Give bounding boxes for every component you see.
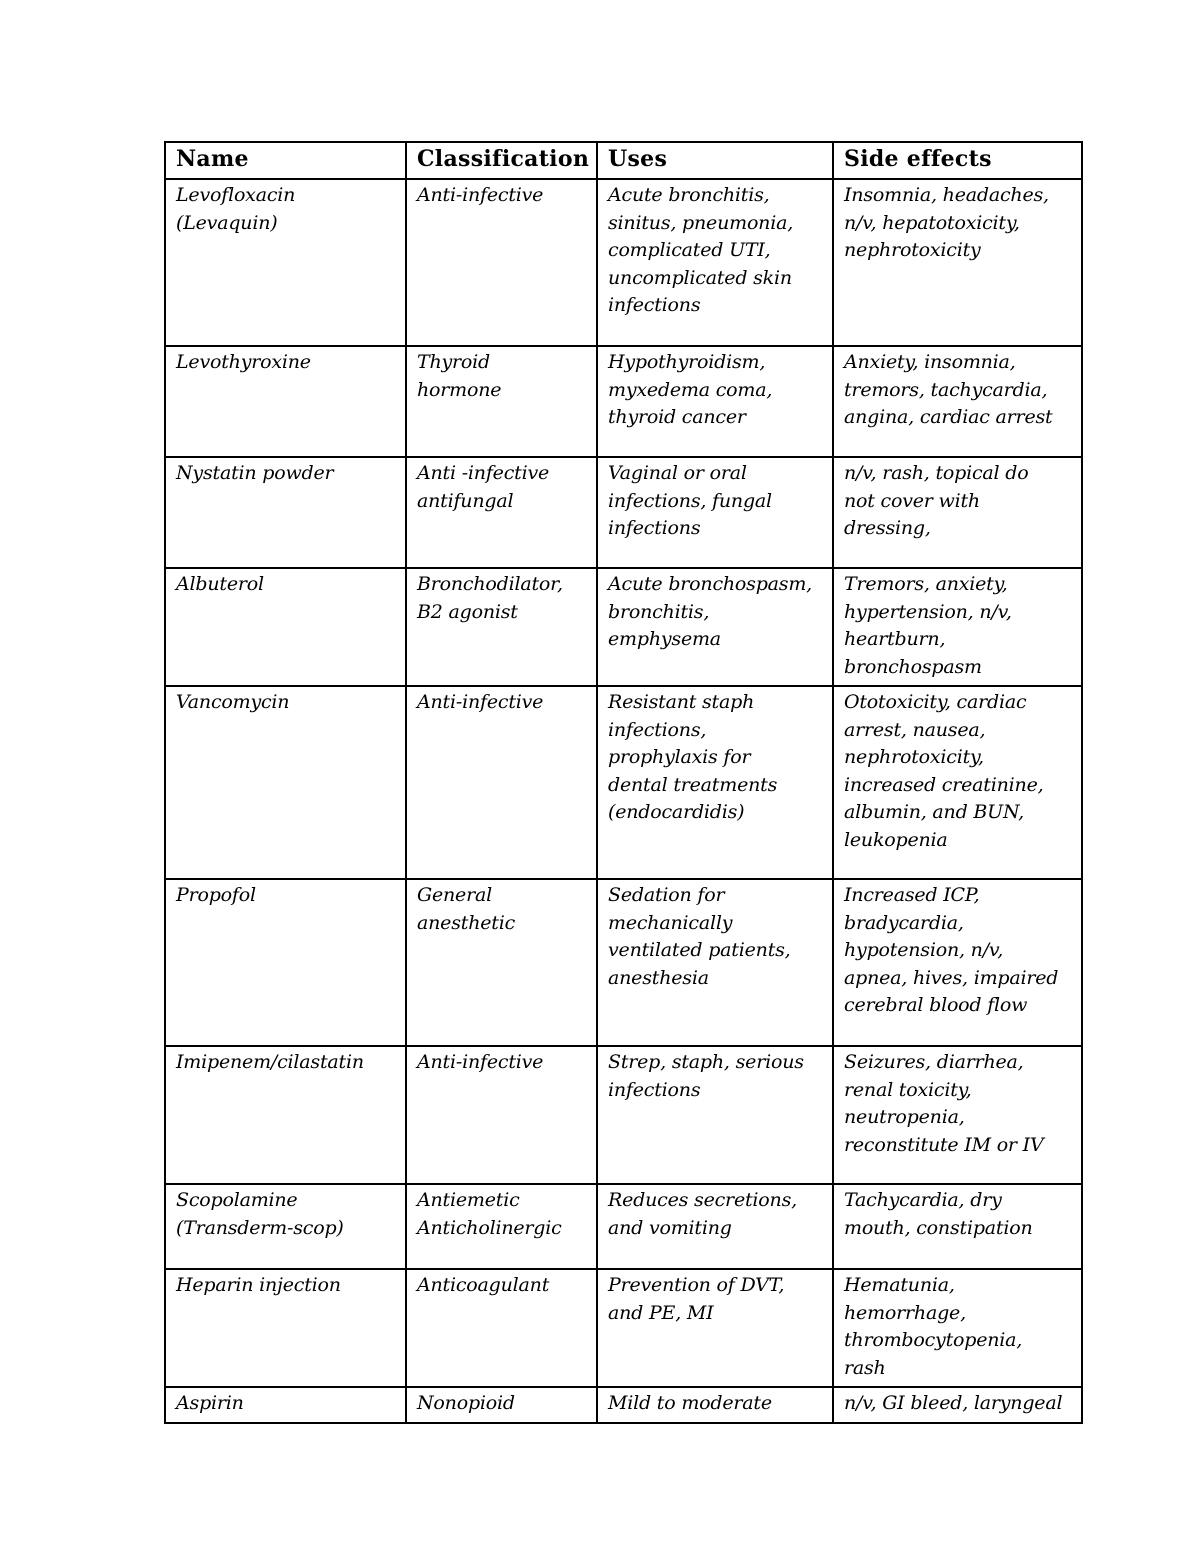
table-row — [165, 179, 1082, 346]
cell-side-effects: Seizures, diarrhea, renal toxicity, neutropenia, reconstitute IM or IV — [833, 1046, 1082, 1184]
cell-classification: Anti-infective — [406, 686, 597, 879]
cell-classification: Anti -infective antifungal — [406, 457, 597, 568]
header-classification: Classification — [406, 142, 597, 179]
header-row — [165, 142, 1082, 179]
table-row — [165, 568, 1082, 686]
header-side-effects: Side effects — [833, 142, 1082, 179]
table-row — [165, 1269, 1082, 1387]
cell-uses: Prevention of DVT, and PE, MI — [597, 1269, 833, 1387]
cell-side-effects: n/v, GI bleed, laryngeal — [833, 1387, 1082, 1423]
cell-classification: Anticoagulant — [406, 1269, 597, 1387]
cell-side-effects: Tremors, anxiety, hypertension, n/v, heartburn, bronchospasm — [833, 568, 1082, 686]
header-name: Name — [165, 142, 406, 179]
cell-uses: Sedation for mechanically ventilated patients, anesthesia — [597, 879, 833, 1046]
cell-side-effects: Insomnia, headaches, n/v, hepatotoxicity, nephrotoxicity — [833, 179, 1082, 346]
cell-classification: Anti-infective — [406, 179, 597, 346]
cell-uses: Resistant staph infections, prophylaxis for dental treatments (endocardidis) — [597, 686, 833, 879]
cell-classification: Thyroid hormone — [406, 346, 597, 457]
table-row — [165, 686, 1082, 879]
cell-side-effects: Anxiety, insomnia, tremors, tachycardia, angina, cardiac arrest — [833, 346, 1082, 457]
cell-name: Scopolamine (Transderm-scop) — [165, 1184, 406, 1269]
cell-name: Heparin injection — [165, 1269, 406, 1387]
header-uses: Uses — [597, 142, 833, 179]
cell-uses: Acute bronchitis, sinitus, pneumonia, complicated UTI, uncomplicated skin infections — [597, 179, 833, 346]
drug-table — [164, 141, 1083, 1424]
cell-uses: Strep, staph, serious infections — [597, 1046, 833, 1184]
cell-uses: Vaginal or oral infections, fungal infections — [597, 457, 833, 568]
cell-side-effects: Ototoxicity, cardiac arrest, nausea, nephrotoxicity, increased creatinine, albumin, and BUN, leukopenia — [833, 686, 1082, 879]
cell-side-effects: n/v, rash, topical do not cover with dressing, — [833, 457, 1082, 568]
cell-side-effects: Tachycardia, dry mouth, constipation — [833, 1184, 1082, 1269]
table-row — [165, 1046, 1082, 1184]
cell-uses: Hypothyroidism, myxedema coma, thyroid cancer — [597, 346, 833, 457]
cell-uses: Reduces secretions, and vomiting — [597, 1184, 833, 1269]
cell-uses: Mild to moderate — [597, 1387, 833, 1423]
cell-name: Propofol — [165, 879, 406, 1046]
cell-classification: Bronchodilator, B2 agonist — [406, 568, 597, 686]
cell-side-effects: Hematunia, hemorrhage, thrombocytopenia, rash — [833, 1269, 1082, 1387]
cell-name: Aspirin — [165, 1387, 406, 1423]
cell-classification: General anesthetic — [406, 879, 597, 1046]
cell-classification: Nonopioid — [406, 1387, 597, 1423]
cell-classification: Antiemetic Anticholinergic — [406, 1184, 597, 1269]
table-row — [165, 879, 1082, 1046]
cell-name: Albuterol — [165, 568, 406, 686]
cell-name: Imipenem/cilastatin — [165, 1046, 406, 1184]
table-row — [165, 457, 1082, 568]
cell-uses: Acute bronchospasm, bronchitis, emphysema — [597, 568, 833, 686]
table-row — [165, 1387, 1082, 1423]
table-row — [165, 346, 1082, 457]
cell-name: Vancomycin — [165, 686, 406, 879]
cell-side-effects: Increased ICP, bradycardia, hypotension, n/v, apnea, hives, impaired cerebral blood flow — [833, 879, 1082, 1046]
cell-name: Nystatin powder — [165, 457, 406, 568]
cell-name: Levothyroxine — [165, 346, 406, 457]
cell-name: Levofloxacin (Levaquin) — [165, 179, 406, 346]
cell-classification: Anti-infective — [406, 1046, 597, 1184]
table-row — [165, 1184, 1082, 1269]
